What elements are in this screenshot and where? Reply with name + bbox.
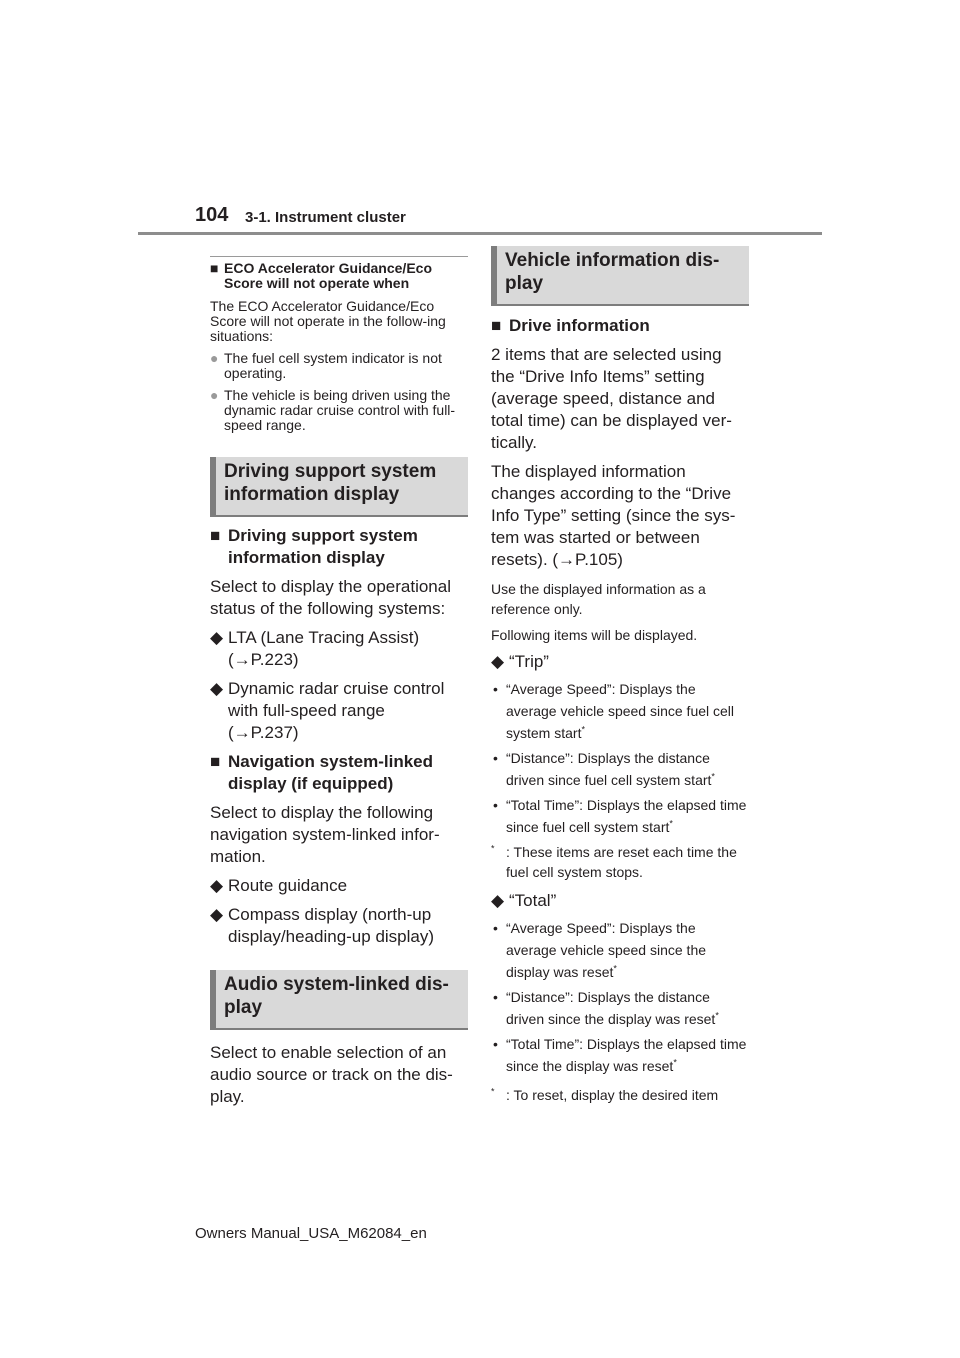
list-item: • “Distance”: Displays the distance driven since fuel cell system start*	[491, 747, 749, 791]
driving-support-subheading: ■ Driving support system information display	[210, 526, 418, 567]
square-bullet-icon: ■	[210, 752, 221, 771]
asterisk-mark: *	[673, 1057, 677, 1068]
asterisk-mark: *	[711, 771, 715, 782]
total-label: ◆ “Total”	[491, 891, 557, 910]
diamond-bullet-icon: ◆	[210, 876, 224, 895]
section-title: 3-1. Instrument cluster	[245, 209, 406, 226]
section-divider	[210, 256, 468, 257]
list-item: • “Average Speed”: Displays the average vehicle speed since fuel cell system start*	[491, 678, 749, 744]
header-rule	[138, 232, 822, 235]
asterisk-mark: *	[491, 843, 495, 854]
asterisk-mark: *	[491, 1086, 495, 1097]
note-text: Following items will be displayed.	[491, 627, 698, 643]
audio-text: Select to enable selection of an audio source or track on the dis-play.	[210, 1043, 453, 1106]
circle-bullet-icon: ●	[210, 350, 219, 366]
list-item: • “Total Time”: Displays the elapsed time since fuel cell system start*	[491, 794, 749, 838]
asterisk-mark: *	[613, 963, 617, 974]
eco-subheading: ■ ECO Accelerator Guidance/Eco Score will not operate when	[210, 260, 432, 291]
diamond-bullet-icon: ◆	[210, 679, 224, 698]
circle-bullet-icon: ●	[210, 387, 219, 403]
list-item: • “Total Time”: Displays the elapsed time since the display was reset*	[491, 1033, 749, 1077]
diamond-bullet-icon: ◆	[491, 891, 505, 910]
diamond-bullet-icon: ◆	[491, 652, 505, 671]
drive-info-text: 2 items that are selected using the “Drive Info Items” setting (average speed, distance and total time) can be displayed ver-tically.	[491, 345, 732, 452]
navigation-subheading: ■ Navigation system-linked display (if equipped)	[210, 752, 434, 793]
page-number: 104	[195, 204, 229, 226]
vehicle-info-heading-box: Vehicle information dis-play	[491, 246, 749, 306]
diamond-bullet-icon: ◆	[210, 628, 224, 647]
note-text: Use the displayed information as a reference only.	[491, 581, 706, 617]
footnote: * : To reset, display the desired item	[491, 1086, 719, 1103]
list-item: ◆ Dynamic radar cruise control with full-speed range (→P.237)	[210, 679, 445, 742]
footnote: * : These items are reset each time the fuel cell system stops.	[491, 843, 737, 880]
list-item: ◆ Route guidance	[210, 876, 348, 895]
driving-support-heading-box: Driving support system information display	[210, 457, 468, 517]
right-column	[491, 246, 749, 1105]
dot-bullet-icon: •	[493, 797, 498, 813]
list-item: • “Average Speed”: Displays the average vehicle speed since the display was reset*	[491, 917, 749, 983]
list-item: • “Distance”: Displays the distance driven since the display was reset*	[491, 986, 749, 1030]
left-column	[210, 250, 468, 1108]
eco-text: The ECO Accelerator Guidance/Eco Score will not operate in the follow-ing situations:	[210, 298, 446, 344]
audio-heading-box: Audio system-linked dis-play	[210, 970, 468, 1030]
list-item: ● The fuel cell system indicator is not operating.	[210, 350, 442, 381]
trip-label: ◆ “Trip”	[491, 652, 549, 671]
dot-bullet-icon: •	[493, 1036, 498, 1052]
dot-bullet-icon: •	[493, 750, 498, 766]
square-bullet-icon: ■	[491, 316, 502, 335]
list-item: ◆ Compass display (north-up display/heading-up display)	[210, 905, 435, 946]
diamond-bullet-icon: ◆	[210, 905, 224, 924]
list-item: ◆ LTA (Lane Tracing Assist) (→P.223)	[210, 628, 420, 669]
asterisk-mark: *	[581, 724, 585, 735]
driving-support-text: Select to display the operational status of the following systems:	[210, 577, 451, 618]
list-item: ● The vehicle is being driven using the dynamic radar cruise control with full-speed range.	[210, 387, 456, 433]
drive-info-text: The displayed information changes according to the “Drive Info Type” setting (since the sys-tem was started or between resets). (→P.105)	[491, 462, 736, 569]
square-bullet-icon: ■	[210, 260, 219, 276]
asterisk-mark: *	[715, 1010, 719, 1021]
asterisk-mark: *	[669, 818, 673, 829]
page-footer: Owners Manual_USA_M62084_en	[195, 1225, 427, 1242]
dot-bullet-icon: •	[493, 920, 498, 936]
dot-bullet-icon: •	[493, 989, 498, 1005]
dot-bullet-icon: •	[493, 681, 498, 697]
drive-info-subheading: ■ Drive information	[491, 316, 650, 335]
square-bullet-icon: ■	[210, 526, 221, 545]
navigation-text: Select to display the following navigation system-linked infor-mation.	[210, 803, 440, 866]
